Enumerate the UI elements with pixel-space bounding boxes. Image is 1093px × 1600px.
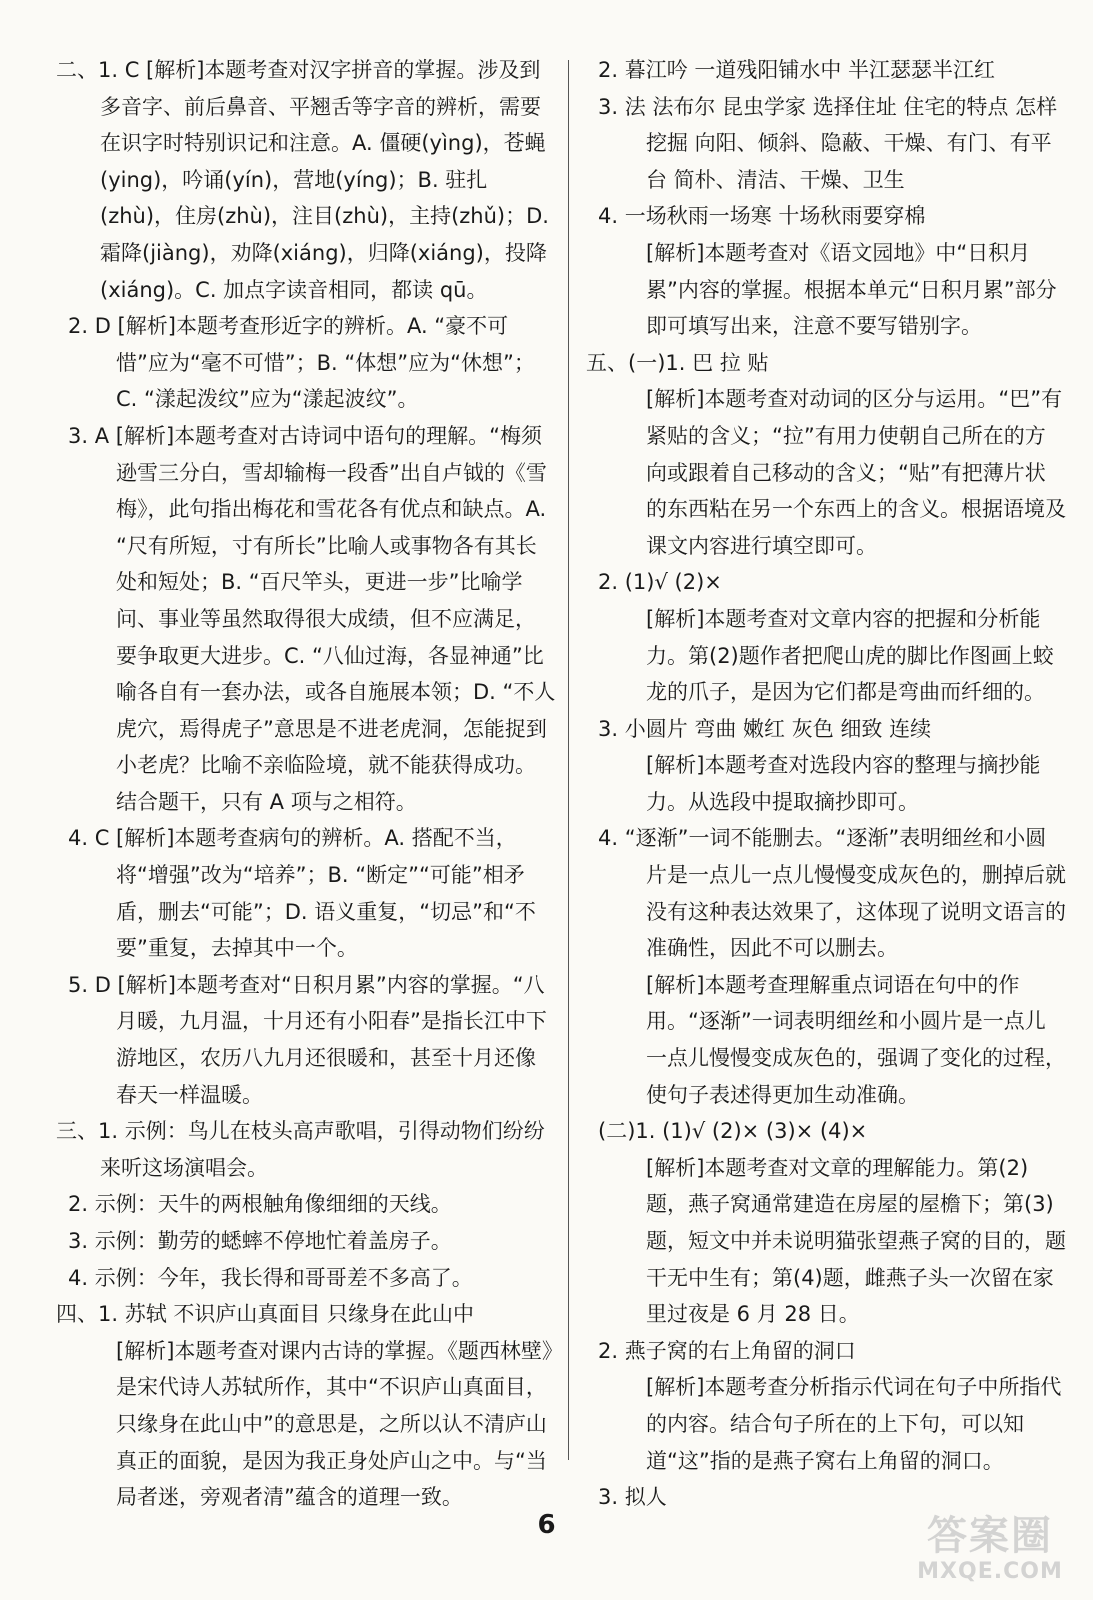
right-paragraph: [解析]本题考查对文章内容的把握和分析能力。第(2)题作者把爬山虎的脚比作图画上蛟龙的爪子，是因为它们都是弯曲而纤细的。	[646, 606, 1054, 705]
watermark-url: MXQE.COM	[917, 1559, 1063, 1584]
left-paragraph: [解析]本题考查对课内古诗的掌握。《题西林壁》是宋代诗人苏轼所作，其中“不识庐山真面目，只缘身在此山中”的意思是，之所以认不清庐山真正的面貌，是因为我正身处庐山之中。与“当局者迷，旁观者清”蕴含的道理一致。	[116, 1338, 553, 1510]
right-paragraph: [解析]本题考查对动词的区分与运用。“巴”有紧贴的含义；“拉”有用力使朝自己所在的方向或跟着自己移动的含义；“贴”有把薄片状的东西粘在另一个东西上的含义。根据语境及课文内容进行填空即可。	[646, 387, 1066, 558]
right-paragraph: 2. 暮江吟 一道残阳铺水中 半江瑟瑟半江红	[598, 58, 996, 82]
left-paragraph: 二、1. C [解析]本题考查对汉字拼音的掌握。涉及到多音字、前后鼻音、平翘舌等字音的辨析，需要在识字时特别识记和注意。A. 僵硬(yìng)，苍蝇(ying)，吟诵(yín)，营地(yíng)；B. 驻扎(zhù)，住房(zhù)，注目(zhù)，主持(zhǔ)；D. 霜降(jiàng)，劝降(xiáng)，归降(xiáng)，投降(xiáng)。C. 加点字读音相同，都读 qū。	[56, 58, 549, 302]
left-column	[56, 52, 556, 1516]
right-paragraph: 3. 小圆片 弯曲 嫩红 灰色 细致 连续	[598, 716, 932, 741]
left-paragraph: 3. A [解析]本题考查对古诗词中语句的理解。“梅须逊雪三分白，雪却输梅一段香”出自卢钺的《雪梅》，此句指出梅花和雪花各有优点和缺点。A. “尺有所短，寸有所长”比喻人或事物各有其长处和短处；B. “百尺竿头，更进一步”比喻学问、事业等虽然取得很大成绩，但不应满足，要争取更大进步。C. “八仙过海，各显神通”比喻各自有一套办法，或各自施展本领；D. “不人虎穴，焉得虎子”意思是不进老虎洞，怎能捉到小老虎？比喻不亲临险境，就不能获得成功。结合题干，只有 A 项与之相符。	[68, 423, 556, 814]
left-paragraph: 三、1. 示例：鸟儿在枝头高声歌唱，引得动物们纷纷来听这场演唱会。	[56, 1119, 545, 1180]
left-paragraph: 4. 示例：今年，我长得和哥哥差不多高了。	[68, 1265, 473, 1290]
watermark-title: 答案圈	[927, 1513, 1053, 1559]
watermark	[905, 1512, 1075, 1590]
left-paragraph: 4. C [解析]本题考查病句的辨析。A. 搭配不当，将“增强”改为“培养”；B. “断定”“可能”相矛盾，删去“可能”；D. 语义重复，“切忌”和“不要”重复，去掉其中一个。	[68, 826, 536, 961]
right-paragraph: 2. 燕子窝的右上角留的洞口	[598, 1338, 856, 1363]
right-paragraph: [解析]本题考查对文章的理解能力。第(2)题，燕子窝通常建造在房屋的屋檐下；第(3)题，短文中并未说明猫张望燕子窝的目的，题干无中生有；第(4)题，雌燕子头一次留在家里过夜是 6 月 28 日。	[646, 1155, 1066, 1327]
right-paragraph: 2. (1)√ (2)×	[598, 570, 722, 595]
right-paragraph: [解析]本题考查理解重点词语在句中的作用。“逐渐”一词表明细丝和小圆片是一点儿一点儿慢慢变成灰色的，强调了变化的过程，使句子表述得更加生动准确。	[646, 972, 1066, 1107]
left-paragraph: 5. D [解析]本题考查对“日积月累”内容的掌握。“八月暖，九月温，十月还有小阳春”是指长江中下游地区，农历八九月还很暖和，甚至十月还像春天一样温暖。	[68, 972, 547, 1107]
right-paragraph: [解析]本题考查对《语文园地》中“日积月累”内容的掌握。根据本单元“日积月累”部分即可填写出来，注意不要写错别字。	[646, 240, 1057, 339]
right-paragraph: [解析]本题考查对选段内容的整理与摘抄能力。从选段中提取摘抄即可。	[646, 753, 1041, 814]
right-paragraph: 4. “逐渐”一词不能删去。“逐渐”表明细丝和小圆片是一点儿一点儿慢慢变成灰色的，删掉后就没有这种表达效果了，这体现了说明文语言的准确性，因此不可以删去。	[598, 826, 1066, 961]
left-paragraph: 四、1. 苏轼 不识庐山真面目 只缘身在此山中	[56, 1302, 475, 1327]
right-paragraph: [解析]本题考查分析指示代词在句子中所指代的内容。结合句子所在的上下句，可以知道“这”指的是燕子窝右上角留的洞口。	[646, 1375, 1062, 1473]
left-paragraph: 2. D [解析]本题考查形近字的辨析。A. “豪不可惜”应为“毫不可惜”；B. “体想”应为“休想”；C. “漾起泼纹”应为“漾起波纹”。	[68, 314, 535, 412]
right-paragraph: 五、(一)1. 巴 拉 贴	[586, 350, 769, 375]
right-paragraph: (二)1. (1)√ (2)× (3)× (4)×	[598, 1119, 868, 1144]
right-column	[586, 52, 1066, 1516]
page-number: 6	[537, 1510, 556, 1540]
left-paragraph: 3. 示例：勤劳的蟋蟀不停地忙着盖房子。	[68, 1229, 452, 1253]
left-paragraph: 2. 示例：天牛的两根触角像细细的天线。	[68, 1192, 452, 1217]
right-paragraph: 3. 法 法布尔 昆虫学家 选择住址 住宅的特点 怎样挖掘 向阳、倾斜、隐蔽、干燥、有门、有平台 简朴、清洁、干燥、卫生	[598, 94, 1058, 192]
right-paragraph: 3. 拟人	[598, 1485, 667, 1510]
right-paragraph: 4. 一场秋雨一场寒 十场秋雨要穿棉	[598, 204, 926, 229]
column-divider	[568, 60, 569, 1460]
